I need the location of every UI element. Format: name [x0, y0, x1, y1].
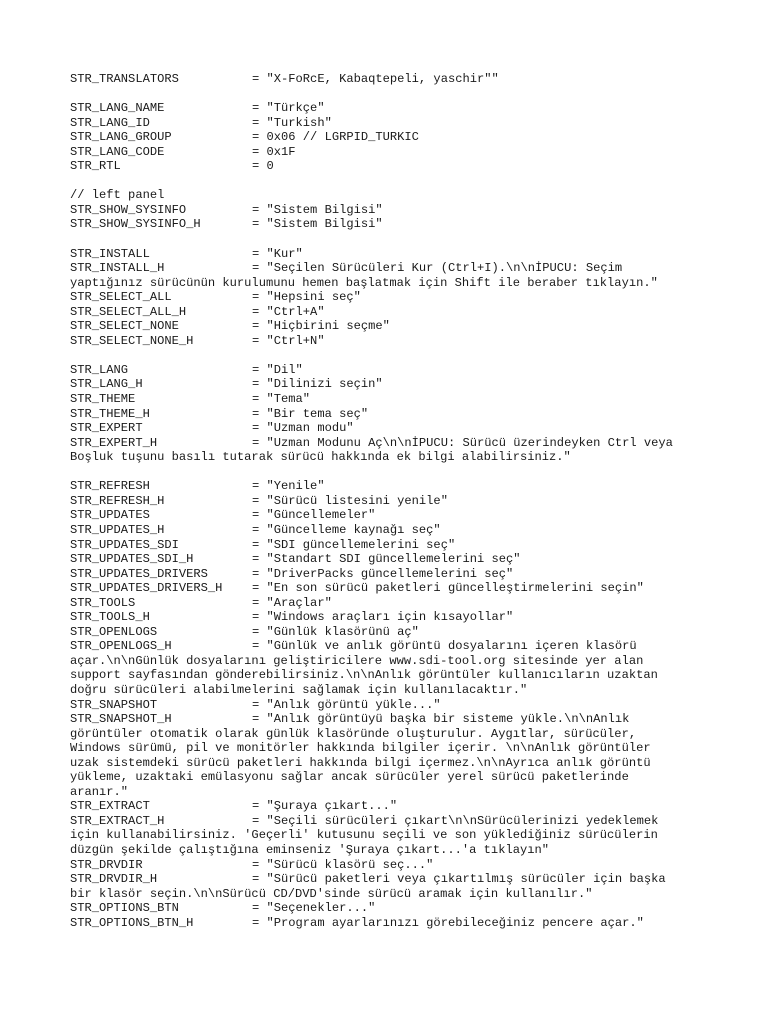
string-definition: [70, 101, 760, 116]
string-key: STR_THEME_H: [70, 406, 150, 421]
text-line: aranır.": [70, 784, 129, 799]
string-value: = "Günlük klasörünü aç": [252, 624, 419, 639]
string-definition: [70, 508, 760, 523]
string-value: = "Seçenekler...": [252, 901, 376, 916]
string-key: STR_SELECT_ALL: [70, 290, 172, 305]
string-value: = "Tema": [252, 392, 311, 407]
text-line: // left panel: [70, 188, 165, 203]
string-value: = "Ctrl+A": [252, 304, 325, 319]
string-key: STR_LANG_H: [70, 377, 143, 392]
string-definition: [70, 639, 760, 654]
string-definition: [70, 567, 760, 582]
string-definition: [70, 610, 760, 625]
string-definition: [70, 319, 760, 334]
string-definition: [70, 72, 760, 87]
text-line: doğru sürücüleri alabilmelerini sağlamak için kullanılacaktır.": [70, 682, 528, 697]
string-value: = "Program ayarlarınızı görebileceğiniz pencere açar.": [252, 915, 644, 930]
string-value: = "Windows araçları için kısayollar": [252, 610, 514, 625]
string-value: = "Güncellemeler": [252, 508, 376, 523]
string-definition: [70, 130, 760, 145]
string-value: = 0x06 // LGRPID_TURKIC: [252, 130, 419, 145]
string-value: = "Sistem Bilgisi": [252, 202, 383, 217]
string-value: = "X-FoRcE, Kabaqtepeli, yaschir"": [252, 72, 499, 86]
string-definition: [70, 698, 760, 713]
string-key: STR_OPENLOGS: [70, 624, 158, 639]
string-key: STR_INSTALL: [70, 246, 150, 261]
text-line: açar.\n\nGünlük dosyalarını geliştiricilere www.sdi-tool.org sitesinde yer alan: [70, 653, 644, 668]
string-value: = 0x1F: [252, 144, 296, 159]
string-definition: [70, 712, 760, 727]
string-value: = "Türkçe": [252, 101, 325, 116]
text-line: uzak sistemdeki sürücü paketleri hakkında bilgi içermez.\n\nAyrıca anlık görüntü: [70, 755, 651, 770]
string-key: STR_SHOW_SYSINFO: [70, 202, 187, 217]
string-value: = 0: [252, 159, 274, 174]
string-definition: [70, 436, 760, 451]
string-definition: [70, 799, 760, 814]
string-definition: [70, 159, 760, 174]
string-definition: [70, 479, 760, 494]
string-definition: [70, 261, 760, 276]
string-key: STR_EXPERT: [70, 421, 143, 436]
string-key: STR_UPDATES_H: [70, 522, 165, 537]
string-key: STR_OPENLOGS_H: [70, 639, 172, 654]
string-key: STR_UPDATES_DRIVERS: [70, 566, 208, 581]
string-key: STR_REFRESH: [70, 479, 150, 494]
document-page: [70, 72, 760, 930]
string-value: = "Güncelleme kaynağı seç": [252, 522, 441, 537]
string-value: = "Anlık görüntüyü başka bir sisteme yükle.\n\nAnlık: [252, 712, 630, 727]
string-key: STR_LANG_ID: [70, 115, 150, 130]
text-line: bir klasör seçin.\n\nSürücü CD/DVD'sinde sürücü aramak için kullanılır.": [70, 886, 593, 901]
string-key: STR_LANG: [70, 362, 129, 377]
string-value: = "Hepsini seç": [252, 290, 361, 305]
string-key: STR_EXTRACT_H: [70, 813, 165, 828]
string-value: = "Seçili sürücüleri çıkart\n\nSürücülerinizi yedeklemek: [252, 813, 659, 828]
string-definition: [70, 290, 760, 305]
string-key: STR_TOOLS_H: [70, 610, 150, 625]
string-value: = "Seçilen Sürücüleri Kur (Ctrl+I).\n\nİPUCU: Seçim: [252, 261, 623, 276]
string-value: = "Uzman Modunu Aç\n\nİPUCU: Sürücü üzerindeyken Ctrl veya: [252, 435, 673, 450]
text-line: yükleme, uzaktaki emülasyonu sağlar ancak sürücüler yerel sürücü paketlerinde: [70, 770, 629, 785]
string-key: STR_LANG_CODE: [70, 144, 165, 159]
string-definition: [70, 421, 760, 436]
blank-line: [70, 465, 760, 480]
string-key: STR_LANG_NAME: [70, 101, 165, 116]
string-definition: [70, 377, 760, 392]
string-key: STR_REFRESH_H: [70, 493, 165, 508]
string-key: STR_TOOLS: [70, 595, 136, 610]
string-value: = "Günlük ve anlık görüntü dosyalarını içeren klasörü: [252, 639, 637, 654]
string-key: STR_OPTIONS_BTN: [70, 901, 179, 916]
string-definition: [70, 625, 760, 640]
string-key: STR_SELECT_NONE: [70, 319, 179, 334]
text-line: görüntüler otomatik olarak günlük klasöründe oluşturulur. Aygıtlar, sürücüler,: [70, 726, 637, 741]
string-key: STR_UPDATES_DRIVERS_H: [70, 581, 223, 596]
text-line: için kullanabilirsiniz. 'Geçerli' kutusunu seçili ve son yüklediğiniz sürücülerin: [70, 828, 658, 843]
blank-line: [70, 232, 760, 247]
text-line: support sayfasından gönderebilirsiniz.\n\nAnlık görüntüler kullanıcıların uzaktan: [70, 668, 658, 683]
string-definition: [70, 814, 760, 829]
string-value: = "Turkish": [252, 115, 332, 130]
string-definition: [70, 916, 760, 931]
text-line: Windows sürümü, pil ve monitörler hakkında bilgiler içerir. \n\nAnlık görüntüler: [70, 741, 651, 756]
blank-line: [70, 348, 760, 363]
string-key: STR_EXTRACT: [70, 799, 150, 814]
string-definition: [70, 363, 760, 378]
string-key: STR_OPTIONS_BTN_H: [70, 915, 194, 930]
string-key: STR_RTL: [70, 159, 121, 174]
string-definition: [70, 901, 760, 916]
string-definition: [70, 596, 760, 611]
string-definition: [70, 247, 760, 262]
string-key: STR_UPDATES: [70, 508, 150, 523]
text-line: Boşluk tuşunu basılı tutarak sürücü hakkında ek bilgi alabilirsiniz.": [70, 450, 571, 465]
string-key: STR_INSTALL_H: [70, 261, 165, 276]
string-value: = "Araçlar": [252, 595, 332, 610]
string-definition: [70, 872, 760, 887]
string-definition: [70, 581, 760, 596]
blank-line: [70, 87, 760, 102]
string-key: STR_TRANSLATORS: [70, 72, 179, 86]
string-definition: [70, 494, 760, 509]
string-definition: [70, 552, 760, 567]
string-value: = "Standart SDI güncellemelerini seç": [252, 552, 521, 567]
string-key: STR_LANG_GROUP: [70, 130, 172, 145]
string-value: = "Dil": [252, 362, 303, 377]
string-definition: [70, 305, 760, 320]
text-line: yaptığınız sürücünün kurulumunu hemen başlatmak için Shift ile beraber tıklayın.": [70, 275, 658, 290]
string-key: STR_UPDATES_SDI: [70, 537, 179, 552]
string-value: = "En son sürücü paketleri güncelleştirmelerini seçin": [252, 581, 644, 596]
blank-line: [70, 174, 760, 189]
string-key: STR_SHOW_SYSINFO_H: [70, 217, 201, 232]
string-value: = "DriverPacks güncellemelerini seç": [252, 566, 514, 581]
string-key: STR_THEME: [70, 392, 136, 407]
string-value: = "Bir tema seç": [252, 406, 369, 421]
string-value: = "Dilinizi seçin": [252, 377, 383, 392]
string-value: = "Uzman modu": [252, 421, 354, 436]
string-definition: [70, 116, 760, 131]
string-key: STR_DRVDIR_H: [70, 872, 158, 887]
string-definition: [70, 392, 760, 407]
string-key: STR_EXPERT_H: [70, 435, 158, 450]
string-value: = "SDI güncellemelerini seç": [252, 537, 456, 552]
string-definition: [70, 334, 760, 349]
string-value: = "Hiçbirini seçme": [252, 319, 390, 334]
string-definition: [70, 145, 760, 160]
string-key: STR_SELECT_ALL_H: [70, 304, 187, 319]
string-value: = "Ctrl+N": [252, 333, 325, 348]
text-line: düzgün şekilde çalıştığına eminseniz 'Şuraya çıkart...'a tıklayın": [70, 842, 549, 857]
string-key: STR_DRVDIR: [70, 857, 143, 872]
string-value: = "Şuraya çıkart...": [252, 799, 398, 814]
string-key: STR_SNAPSHOT: [70, 697, 158, 712]
string-key: STR_SELECT_NONE_H: [70, 333, 194, 348]
string-definition: [70, 523, 760, 538]
string-key: STR_UPDATES_SDI_H: [70, 552, 194, 567]
string-key: STR_SNAPSHOT_H: [70, 712, 172, 727]
string-definition: [70, 538, 760, 553]
string-definition: [70, 858, 760, 873]
string-value: = "Sürücü klasörü seç...": [252, 857, 434, 872]
string-definition: [70, 407, 760, 422]
string-value: = "Yenile": [252, 479, 325, 494]
string-value: = "Sürücü listesini yenile": [252, 493, 448, 508]
string-value: = "Sistem Bilgisi": [252, 217, 383, 232]
string-definition: [70, 203, 760, 218]
string-value: = "Anlık görüntü yükle...": [252, 697, 441, 712]
string-value: = "Kur": [252, 246, 303, 261]
string-value: = "Sürücü paketleri veya çıkartılmış sürücüler için başka: [252, 872, 666, 887]
string-definition: [70, 217, 760, 232]
